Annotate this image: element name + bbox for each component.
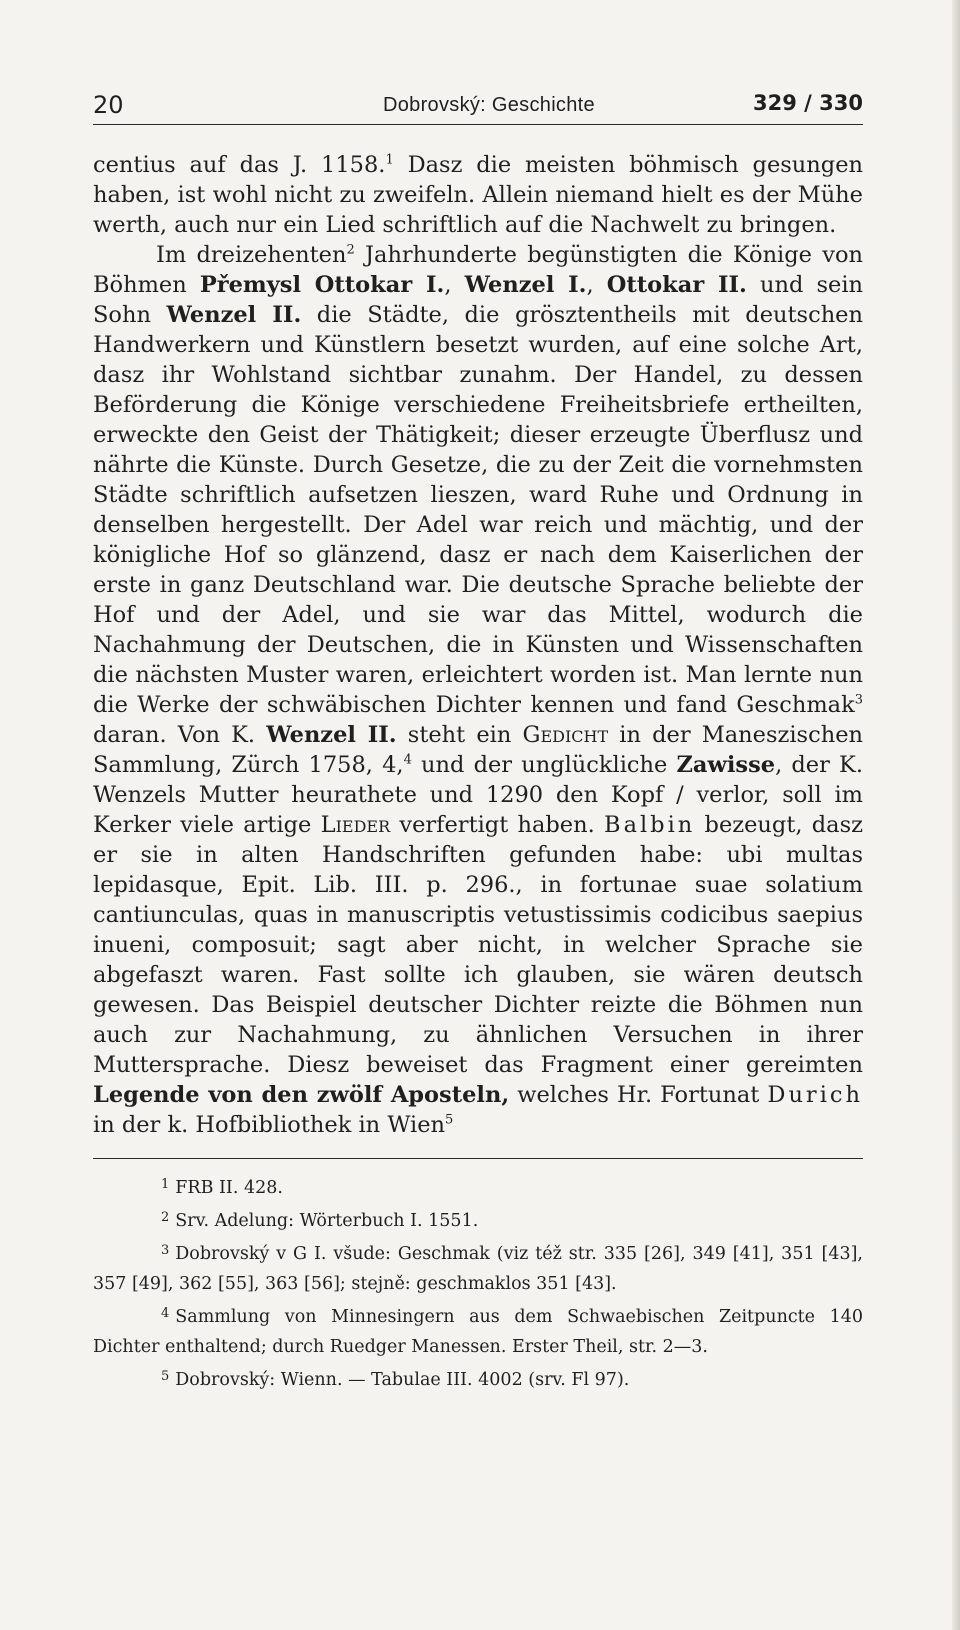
page-edge-shadow	[952, 0, 960, 1630]
footnote-text: FRB II. 428.	[175, 1178, 283, 1198]
page-header	[93, 88, 863, 125]
paragraph-2	[93, 240, 863, 1140]
text-run: verfertigt haben.	[390, 812, 605, 838]
bold-name: Ottokar II.	[606, 272, 747, 298]
text-run: steht ein	[396, 722, 523, 748]
footnote-5	[93, 1362, 863, 1395]
footnote-text: Srv. Adelung: Wörterbuch I. 1551.	[175, 1211, 479, 1231]
footnote-number: 2	[161, 1210, 170, 1225]
footnote-2	[93, 1203, 863, 1236]
footnote-ref-3: 3	[854, 692, 863, 708]
small-caps-term: Gedicht	[522, 722, 609, 748]
footnote-number: 4	[161, 1306, 170, 1321]
small-caps-term: Lieder	[320, 812, 391, 838]
footnote-1	[93, 1170, 863, 1203]
footnote-4	[93, 1299, 863, 1362]
text-run: Jahrhunderte begünstigten die Könige von Böhmen	[93, 242, 863, 298]
text-run: welches Hr. Fortunat	[509, 1082, 768, 1108]
footnote-text: Dobrovský: Wienn. — Tabulae III. 4002 (srv. Fl 97).	[175, 1370, 630, 1390]
spaced-name: Balbin	[604, 812, 696, 838]
footnote-ref-1: 1	[385, 152, 394, 168]
paragraph-1	[93, 150, 863, 240]
text-run: und sein Sohn	[93, 272, 864, 328]
footnote-ref-5: 5	[445, 1112, 454, 1128]
bold-name: Wenzel II.	[166, 302, 302, 328]
text-run: die Städte, die grösztentheils mit deutschen Handwerkern und Künstlern besetzt wurden, auf eine solche Art, dasz ihr Wohlstand sichtbar zunahm. Der Handel, zu dessen Beförderung die Könige verschiedene Freiheitsbriefe ertheilten, erweckte den Geist der Thätigkeit; dieser erzeugte Überflusz und nährte die Künste. Durch Gesetze, die zu der Zeit die vornehmsten Städte schriftlich aufsetzen lieszen, ward Ruhe und Ordnung in denselben hergestellt. Der Adel war reich und mächtig, und der königliche Hof so glänzend, dasz er nach dem Kaiserlichen der erste in ganz Deutschland war. Die deutsche Sprache beliebte der Hof und der Adel, und sie war das Mittel, wodurch die Nachahmung der Deutschen, die in Künsten und Wissenschaften die nächsten Muster waren, erleichtert worden ist. Man lernte nun die Werke der schwäbischen Dichter kennen und fand Geschmak	[93, 302, 863, 718]
spaced-name: Durich	[767, 1082, 863, 1108]
text-run: und der unglückliche	[411, 752, 677, 778]
text-run: centius auf das J. 1158.	[93, 152, 386, 178]
footnote-number: 1	[161, 1177, 170, 1192]
text-run: daran. Von K.	[93, 722, 267, 748]
footnote-number: 5	[161, 1369, 170, 1384]
text-run: ,	[586, 272, 607, 298]
text-run: Dasz die meisten böhmisch gesungen haben, ist wohl nicht zu zweifeln. Allein niemand hielt es der Mühe werth, auch nur ein Lied schriftlich auf die Nachwelt zu bringen.	[93, 152, 864, 238]
text-run: ,	[444, 272, 465, 298]
footnote-ref-2: 2	[346, 242, 355, 258]
text-run: bezeugt, dasz er sie in alten Handschriften gefunden habe: ubi multas lepidasque, Epit. Lib. III. p. 296., in fortunae suae solatium cantiunculas, quas in manuscriptis vetustissimis codicibus saepius inueni, composuit; sagt aber nicht, in welcher Sprache sie abgefaszt waren. Fast sollte ich glauben, sie wären deutsch gewesen. Das Beispiel deutscher Dichter reizte die Böhmen nun auch zur Nachahmung, zu ähnlichen Versuchen in ihrer Muttersprache. Diesz beweiset das Fragment einer gereimten	[93, 812, 863, 1078]
original-page-reference: 329 / 330	[753, 91, 863, 115]
footnote-text: Sammlung von Minnesingern aus dem Schwaebischen Zeitpuncte 140 Dichter enthaltend; durch Ruedger Manessen. Erster Theil, str. 2—3.	[93, 1307, 863, 1357]
bold-title: Legende von den zwölf Aposteln,	[93, 1082, 510, 1108]
bold-name: Wenzel II.	[266, 722, 397, 748]
page-number: 20	[93, 91, 124, 119]
text-run: in der Maneszischen Sammlung, Zürch 1758, 4,	[93, 722, 864, 778]
text-run: in der k. Hofbibliothek in Wien	[93, 1112, 446, 1138]
footnote-divider	[93, 1158, 863, 1159]
running-title: Dobrovský: Geschichte	[383, 94, 595, 116]
bold-name: Zawisse	[676, 752, 776, 778]
footnote-number: 3	[161, 1243, 170, 1258]
footnote-3	[93, 1236, 863, 1299]
footnote-text: Dobrovský v G I. všude: Geschmak (viz též str. 335 [26], 349 [41], 351 [43], 357 [49], 362 [55], 363 [56]; stejně: geschmaklos 351 [43].	[93, 1244, 863, 1294]
footnote-ref-4: 4	[403, 752, 412, 768]
footnotes	[93, 1170, 863, 1395]
bold-name: Přemysl Ottokar I.	[199, 272, 445, 298]
bold-name: Wenzel I.	[464, 272, 587, 298]
text-run: Im dreizehenten	[156, 242, 347, 268]
text-run: , der K. Wenzels Mutter heurathete und 1290 den Kopf / verlor, soll im Kerker viele artige	[93, 752, 863, 838]
main-text	[93, 150, 863, 1140]
